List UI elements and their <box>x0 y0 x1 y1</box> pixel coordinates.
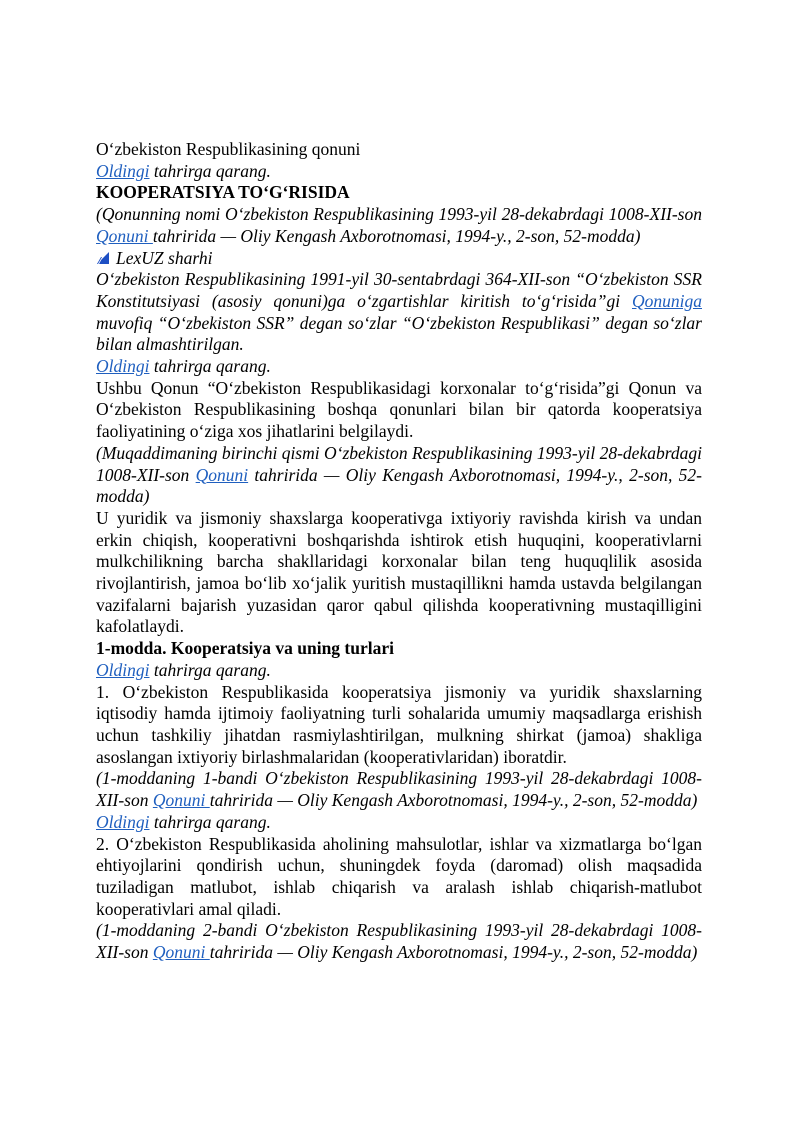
previous-edition-note: Oldingi tahrirga qarang. <box>96 160 271 181</box>
amendment-note: (1-moddaning 2-bandi O‘zbekiston Respublikasining 1993-yil 28-dekabrdagi 1008-XII-son Qonuni tahririda — Oliy Kengash Axborotnomasi, 1994-y., 2-son, 52-modda) <box>96 920 702 963</box>
lexuz-comment-label: LexUZ sharhi <box>116 247 213 268</box>
law-link[interactable]: Qonuniga <box>632 290 702 311</box>
law-link[interactable]: Qonuni <box>152 942 210 963</box>
previous-edition-note: Oldingi tahrirga qarang. <box>96 659 271 680</box>
amendment-note: (1-moddaning 1-bandi O‘zbekiston Respublikasining 1993-yil 28-dekabrdagi 1008-XII-son Qonuni tahririda — Oliy Kengash Axborotnomasi, 1994-y., 2-son, 52-modda) <box>96 768 702 811</box>
law-title: KOOPERATSIYA TO‘G‘RISIDA <box>96 182 350 203</box>
lexuz-comment-toggle[interactable] <box>96 248 702 270</box>
article-paragraph: 2. O‘zbekiston Respublikasida aholining mahsulotlar, ishlar va xizmatlarga bo‘lgan ehtiyojlarini qondirish uchun, shuningdek foyda (daromad) olish maqsadida tuziladigan matlubot, ishlab chiqarish va aralash ishlab chiqarish-matlubot kooperativlari amal qiladi. <box>96 833 702 919</box>
previous-edition-note: Oldingi tahrirga qarang. <box>96 811 271 832</box>
previous-edition-link[interactable]: Oldingi <box>96 811 150 832</box>
preamble-paragraph: U yuridik va jismoniy shaxslarga kooperativga ixtiyoriy ravishda kirish va undan erkin chiqish, kooperativni boshqarishda ishtirok etish huquqini, kooperativlarni mulkchilikning barcha shakllaridagi korxonalar bilan teng huquqlilik asosida rivojlantirish, jamoa bo‘lib xo‘jalik yuritish mustaqillikni hamda ustavda belgilangan vazifalarni bajarish yuzasidan qaror qabul qilishda kooperativning mustaqilligini kafolatlaydi. <box>96 507 702 637</box>
law-link[interactable]: Qonuni <box>96 225 153 246</box>
preamble-paragraph: Ushbu Qonun “O‘zbekiston Respublikasidagi korxonalar to‘g‘risida”gi Qonun va O‘zbekiston Respublikasining boshqa qonunlari bilan bir qatorda kooperatsiya faoliyatining o‘ziga xos jihatlarini belgilaydi. <box>96 377 702 442</box>
article-paragraph: 1. O‘zbekiston Respublikasida kooperatsiya jismoniy va yuridik shaxslarning iqtisodiy hamda ijtimoiy faoliyatning turli sohalarida umumiy maqsadlarga erishish uchun tashkiliy jihatdan rasmiylashtirilgan, mulkning shirkat (jamoa) shakliga asoslangan ixtiyoriy birlashmalaridan (kooperativlaridan) iboratdir. <box>96 681 702 767</box>
amendment-note: (Qonunning nomi O‘zbekiston Respublikasining 1993-yil 28-dekabrdagi 1008-XII-son Qonuni tahririda — Oliy Kengash Axborotnomasi, 1994-y., 2-son, 52-modda) <box>96 204 702 246</box>
article-title: 1-modda. Kooperatsiya va uning turlari <box>96 638 395 659</box>
amendment-note: (Muqaddimaning birinchi qismi O‘zbekiston Respublikasining 1993-yil 28-dekabrdagi 1008-XII-son Qonuni tahririda — Oliy Kengash Axborotnomasi, 1994-y., 2-son, 52-modda) <box>96 442 703 507</box>
lexuz-logo-icon <box>96 251 110 265</box>
law-heading: O‘zbekiston Respublikasining qonuni <box>96 139 361 159</box>
previous-edition-link[interactable]: Oldingi <box>96 160 150 181</box>
lexuz-comment-text: O‘zbekiston Respublikasining 1991-yil 30-sentabrdagi 364-XII-son “O‘zbekiston SSR Konstitutsiyasi (asosiy qonuni)ga o‘zgartishlar kiritish to‘g‘risida”gi Qonuniga muvofiq “O‘zbekiston SSR” degan so‘zlar “O‘zbekiston Respublikasi” degan so‘zlar bilan almashtirilgan. <box>96 269 702 355</box>
law-link[interactable]: Qonuni <box>152 790 210 811</box>
previous-edition-link[interactable]: Oldingi <box>96 659 150 680</box>
law-link[interactable]: Qonuni <box>195 464 249 485</box>
previous-edition-link[interactable]: Oldingi <box>96 356 150 377</box>
previous-edition-note: Oldingi tahrirga qarang. <box>96 356 271 377</box>
document-body <box>96 139 702 964</box>
